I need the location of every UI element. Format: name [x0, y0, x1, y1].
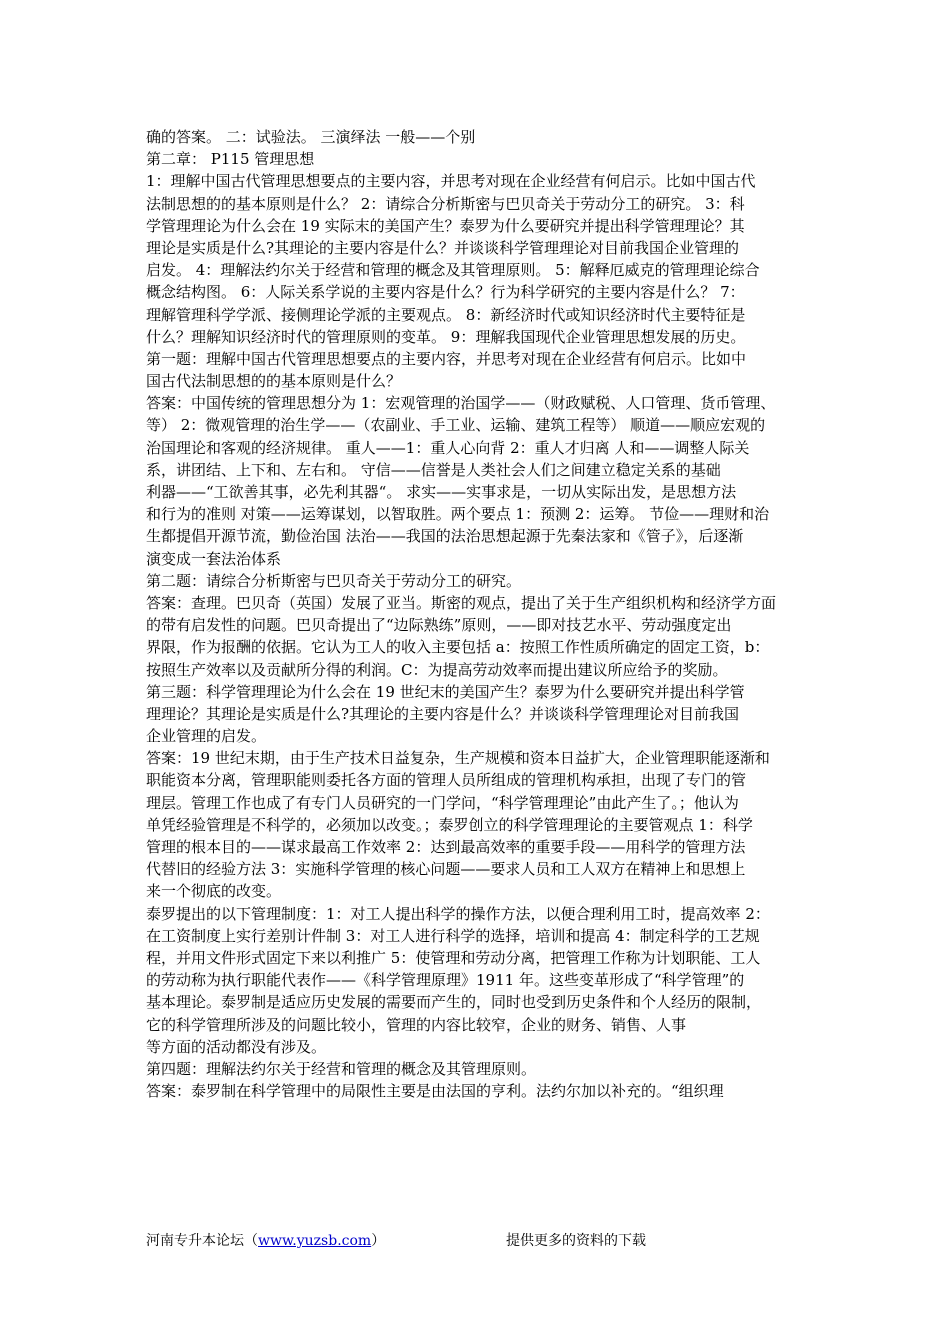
text-line: 什么？理解知识经济时代的管理原则的变革。 9：理解我国现代企业管理思想发展的历史。: [146, 327, 746, 346]
text-line: 答案：查理。巴贝奇（英国）发展了亚当。斯密的观点，提出了关于生产组织机构和经济学方面: [146, 593, 777, 612]
text-line: 概念结构图。 6：人际关系学说的主要内容是什么？行为科学研究的主要内容是什么？ 7：: [146, 283, 745, 302]
text-line: 的带有启发性的问题。巴贝奇提出了“边际熟练”原则，——即对技艺水平、劳动强度定出: [146, 616, 732, 635]
text-line: 理论是实质是什么?其理论的主要内容是什么？并谈谈科学管理理论对目前我国企业管理的: [146, 238, 740, 257]
text-line: 系，讲团结、上下和、左右和。 守信——信誉是人类社会人们之间建立稳定关系的基础: [146, 460, 721, 479]
text-line: 第四题：理解法约尔关于经营和管理的概念及其管理原则。: [146, 1059, 537, 1078]
text-line: 单凭经验管理是不科学的，必须加以改变。；泰罗创立的科学管理理论的主要管观点 1：科学: [146, 815, 753, 834]
text-line: 企业管理的启发。: [146, 727, 267, 746]
document-body: [146, 126, 821, 1102]
footer-forum-credit: [146, 1231, 385, 1251]
text-line: 法制思想的的基本原则是什么？ 2：请综合分析斯密与巴贝奇关于劳动分工的研究。 3：科: [146, 194, 745, 213]
text-line: 理解管理科学学派、接侧理论学派的主要观点。 8：新经济时代或知识经济时代主要特征是: [146, 305, 746, 324]
text-line: 等） 2：微观管理的治生学——（农副业、手工业、运输、建筑工程等） 顺道——顺应宏观的: [146, 416, 766, 435]
text-line: 生都提倡开源节流，勤俭治国 法治——我国的法治思想起源于先秦法家和《管子》，后逐渐: [146, 527, 744, 546]
footer-suffix: ）: [371, 1233, 386, 1249]
text-line: 答案：中国传统的管理思想分为 1：宏观管理的治国学——（财政赋税、人口管理、货币管理、: [146, 394, 776, 413]
text-line: 在工资制度上实行差别计件制 3：对工人进行科学的选择，培训和提高 4：制定科学的工艺规: [146, 926, 760, 945]
text-line: 程，并用文件形式固定下来以利推广 5：使管理和劳动分离，把管理工作称为计划职能、工人: [146, 948, 761, 967]
text-line: 国古代法制思想的的基本原则是什么？: [146, 372, 402, 391]
text-line: 基本理论。泰罗制是适应历史发展的需要而产生的，同时也受到历史条件和个人经历的限制，: [146, 993, 762, 1012]
text-line: 界限，作为报酬的依据。它认为工人的收入主要包括 a：按照工作性质所确定的固定工资，b：: [146, 638, 770, 657]
text-line: 治国理论和客观的经济规律。 重人——1：重人心向背 2：重人才归离 人和——调整人际关: [146, 438, 750, 457]
text-line: 确的答案。 二：试验法。 三演绎法 一般——个别: [146, 128, 476, 146]
text-line: 和行为的准则 对策——运筹谋划，以智取胜。两个要点 1：预测 2：运筹。 节俭——理财和治: [146, 505, 770, 524]
text-line: 的劳动称为执行职能代表作——《科学管理原理》1911 年。这些变革形成了“科学管理”的: [146, 971, 745, 990]
text-line: 第一题：理解中国古代管理思想要点的主要内容，并思考对现在企业经营有何启示。比如中: [146, 349, 747, 368]
text-line: 利器——“工欲善其事，必先利其器“。 求实——实事求是，一切从实际出发，是思想方法: [146, 483, 737, 501]
text-line: 等方面的活动都没有涉及。: [146, 1037, 327, 1056]
footer-prefix: 河南专升本论坛（: [146, 1233, 258, 1249]
text-line: 第二章： P115 管理思想: [146, 150, 315, 169]
text-line: 第三题：科学管理理论为什么会在 19 世纪末的美国产生？泰罗为什么要研究并提出科学管: [146, 682, 745, 701]
text-line: 学管理理论为什么会在 19 实际末的美国产生？泰罗为什么要研究并提出科学管理理论？其: [146, 216, 745, 235]
text-line: 来一个彻底的改变。: [146, 882, 282, 901]
text-line: 理理论？其理论是实质是什么?其理论的主要内容是什么？并谈谈科学管理理论对目前我国: [146, 704, 740, 723]
text-line: 职能资本分离，管理职能则委托各方面的管理人员所组成的管理机构承担，出现了专门的管: [146, 771, 747, 790]
forum-link[interactable]: www.yuzsb.com: [258, 1233, 372, 1249]
text-line: 它的科学管理所涉及的问题比较小，管理的内容比较窄，企业的财务、销售、人事: [146, 1015, 687, 1034]
text-line: 代替旧的经验方法 3：实施科学管理的核心问题——要求人员和工人双方在精神上和思想上: [146, 860, 746, 879]
text-line: 答案：泰罗制在科学管理中的局限性主要是由法国的亨利。法约尔加以补充的。“组织理: [146, 1082, 724, 1101]
text-line: 第二题：请综合分析斯密与巴贝奇关于劳动分工的研究。: [146, 571, 522, 590]
text-line: 答案：19 世纪末期，由于生产技术日益复杂，生产规模和资本日益扩大，企业管理职能逐渐和: [146, 749, 770, 768]
text-line: 按照生产效率以及贡献所分得的利润。C：为提高劳动效率而提出建议所应给予的奖励。: [146, 660, 728, 679]
text-line: 理层。管理工作也成了有专门人员研究的一门学问，“科学管理理论”由此产生了。；他认为: [146, 793, 739, 812]
footer-download-note: 提供更多的资料的下载: [506, 1233, 646, 1249]
text-line: 1：理解中国古代管理思想要点的主要内容，并思考对现在企业经营有何启示。比如中国古代: [146, 172, 756, 191]
text-line: 泰罗提出的以下管理制度：1：对工人提出科学的操作方法，以便合理利用工时，提高效率 2：: [146, 904, 770, 923]
text-line: 演变成一套法治体系: [146, 549, 282, 568]
text-line: 管理的根本目的——谋求最高工作效率 2：达到最高效率的重要手段——用科学的管理方法: [146, 838, 746, 856]
text-line: 启发。 4：理解法约尔关于经营和管理的概念及其管理原则。 5：解释厄威克的管理理论综合: [146, 261, 760, 280]
